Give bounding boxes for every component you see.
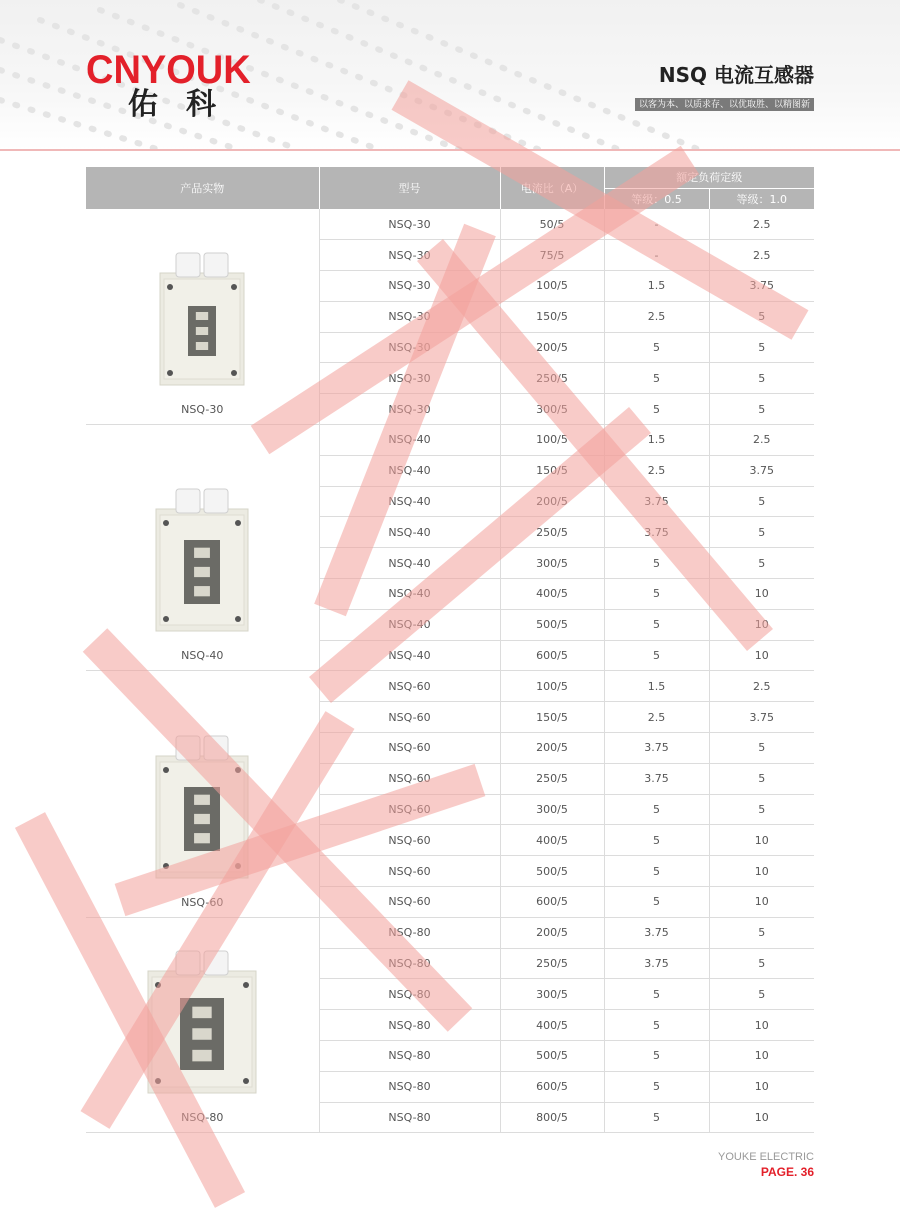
grade-10-cell: 10 xyxy=(709,856,814,887)
grade-10-cell: 2.5 xyxy=(709,209,814,240)
model-cell: NSQ-60 xyxy=(319,856,500,887)
model-cell: NSQ-30 xyxy=(319,271,500,302)
grade-10-cell: 10 xyxy=(709,825,814,856)
model-cell: NSQ-30 xyxy=(319,301,500,332)
grade-05-cell: 3.75 xyxy=(604,917,709,948)
grade-05-cell: 1.5 xyxy=(604,271,709,302)
page-title: NSQ 电流互感器 xyxy=(658,63,814,87)
spec-table xyxy=(86,167,814,1133)
product-label: NSQ-40 xyxy=(181,649,224,663)
grade-05-cell: 5 xyxy=(604,825,709,856)
model-cell: NSQ-30 xyxy=(319,240,500,271)
model-cell: NSQ-30 xyxy=(319,209,500,240)
grade-10-cell: 5 xyxy=(709,517,814,548)
grade-05-cell: 3.75 xyxy=(604,733,709,764)
grade-05-cell: 5 xyxy=(604,609,709,640)
ratio-cell: 600/5 xyxy=(500,640,604,671)
grade-10-cell: 5 xyxy=(709,763,814,794)
ratio-cell: 100/5 xyxy=(500,425,604,456)
grade-05-cell: 2.5 xyxy=(604,455,709,486)
footer-page-number: PAGE. 36 xyxy=(760,1165,814,1179)
header-model: 型号 xyxy=(319,167,500,209)
ratio-cell: 75/5 xyxy=(500,240,604,271)
model-cell: NSQ-60 xyxy=(319,825,500,856)
ratio-cell: 200/5 xyxy=(500,486,604,517)
ratio-cell: 300/5 xyxy=(500,548,604,579)
grade-05-cell: 5 xyxy=(604,1041,709,1072)
ratio-cell: 150/5 xyxy=(500,702,604,733)
grade-10-cell: 10 xyxy=(709,1041,814,1072)
ratio-cell: 250/5 xyxy=(500,363,604,394)
model-cell: NSQ-40 xyxy=(319,609,500,640)
ratio-cell: 800/5 xyxy=(500,1102,604,1133)
ratio-cell: 500/5 xyxy=(500,609,604,640)
ratio-cell: 400/5 xyxy=(500,825,604,856)
grade-05-cell: 5 xyxy=(604,640,709,671)
grade-05-cell: 1.5 xyxy=(604,671,709,702)
ratio-cell: 150/5 xyxy=(500,301,604,332)
product-image xyxy=(138,947,266,1097)
grade-10-cell: 10 xyxy=(709,609,814,640)
footer-company: YOUKE ELECTRIC xyxy=(718,1151,814,1163)
ratio-cell: 300/5 xyxy=(500,979,604,1010)
model-cell: NSQ-30 xyxy=(319,332,500,363)
ratio-cell: 600/5 xyxy=(500,1071,604,1102)
model-cell: NSQ-40 xyxy=(319,486,500,517)
grade-10-cell: 10 xyxy=(709,1010,814,1041)
model-cell: NSQ-40 xyxy=(319,455,500,486)
header-grade-10: 等级：1.0 xyxy=(709,188,814,209)
product-image xyxy=(146,485,258,635)
ratio-cell: 50/5 xyxy=(500,209,604,240)
product-image xyxy=(146,732,258,882)
table-row xyxy=(86,671,814,702)
header-divider xyxy=(0,149,900,151)
product-cell xyxy=(86,425,319,671)
ratio-cell: 500/5 xyxy=(500,1041,604,1072)
grade-10-cell: 5 xyxy=(709,363,814,394)
model-cell: NSQ-60 xyxy=(319,887,500,918)
model-cell: NSQ-30 xyxy=(319,394,500,425)
ratio-cell: 200/5 xyxy=(500,332,604,363)
grade-05-cell: 5 xyxy=(604,887,709,918)
grade-10-cell: 5 xyxy=(709,733,814,764)
model-cell: NSQ-60 xyxy=(319,794,500,825)
grade-10-cell: 5 xyxy=(709,486,814,517)
model-cell: NSQ-80 xyxy=(319,1102,500,1133)
grade-10-cell: 2.5 xyxy=(709,671,814,702)
header-product: 产品实物 xyxy=(86,167,319,209)
grade-05-cell: 3.75 xyxy=(604,763,709,794)
grade-10-cell: 5 xyxy=(709,794,814,825)
grade-05-cell: 1.5 xyxy=(604,425,709,456)
ratio-cell: 300/5 xyxy=(500,794,604,825)
grade-05-cell: - xyxy=(604,240,709,271)
grade-10-cell: 10 xyxy=(709,640,814,671)
grade-10-cell: 5 xyxy=(709,301,814,332)
ratio-cell: 200/5 xyxy=(500,733,604,764)
table-body xyxy=(86,209,814,1133)
grade-10-cell: 2.5 xyxy=(709,240,814,271)
model-cell: NSQ-40 xyxy=(319,517,500,548)
grade-10-cell: 10 xyxy=(709,579,814,610)
product-label: NSQ-80 xyxy=(181,1111,224,1125)
table-row xyxy=(86,209,814,240)
grade-05-cell: 2.5 xyxy=(604,301,709,332)
slogan-badge: 以客为本、以质求存、以优取胜、以精图新 xyxy=(635,98,814,111)
ratio-cell: 200/5 xyxy=(500,917,604,948)
ratio-cell: 400/5 xyxy=(500,1010,604,1041)
model-cell: NSQ-80 xyxy=(319,1041,500,1072)
grade-05-cell: 2.5 xyxy=(604,702,709,733)
product-label: NSQ-60 xyxy=(181,895,224,909)
model-cell: NSQ-30 xyxy=(319,363,500,394)
brand-logo-cn: 佑科 xyxy=(128,87,244,122)
product-cell xyxy=(86,209,319,425)
ratio-cell: 100/5 xyxy=(500,271,604,302)
table-row xyxy=(86,425,814,456)
grade-05-cell: 5 xyxy=(604,856,709,887)
ratio-cell: 600/5 xyxy=(500,887,604,918)
product-label: NSQ-30 xyxy=(181,403,224,417)
model-cell: NSQ-40 xyxy=(319,548,500,579)
grade-05-cell: 5 xyxy=(604,363,709,394)
header-ratio: 电流比（A） xyxy=(500,167,604,209)
grade-10-cell: 10 xyxy=(709,1102,814,1133)
model-cell: NSQ-80 xyxy=(319,917,500,948)
grade-10-cell: 5 xyxy=(709,332,814,363)
grade-05-cell: 5 xyxy=(604,979,709,1010)
grade-05-cell: 3.75 xyxy=(604,486,709,517)
ratio-cell: 250/5 xyxy=(500,517,604,548)
grade-10-cell: 5 xyxy=(709,948,814,979)
grade-05-cell: 5 xyxy=(604,394,709,425)
grade-05-cell: 5 xyxy=(604,548,709,579)
grade-10-cell: 10 xyxy=(709,887,814,918)
model-cell: NSQ-40 xyxy=(319,425,500,456)
grade-10-cell: 5 xyxy=(709,548,814,579)
grade-10-cell: 3.75 xyxy=(709,455,814,486)
model-cell: NSQ-60 xyxy=(319,702,500,733)
model-cell: NSQ-40 xyxy=(319,579,500,610)
grade-05-cell: - xyxy=(604,209,709,240)
grade-10-cell: 3.75 xyxy=(709,271,814,302)
grade-05-cell: 5 xyxy=(604,332,709,363)
model-cell: NSQ-60 xyxy=(319,733,500,764)
grade-05-cell: 5 xyxy=(604,1010,709,1041)
model-cell: NSQ-80 xyxy=(319,979,500,1010)
model-cell: NSQ-40 xyxy=(319,640,500,671)
model-cell: NSQ-60 xyxy=(319,763,500,794)
grade-10-cell: 5 xyxy=(709,979,814,1010)
ratio-cell: 250/5 xyxy=(500,763,604,794)
header-grade-05: 等级：0.5 xyxy=(604,188,709,209)
ratio-cell: 400/5 xyxy=(500,579,604,610)
grade-05-cell: 3.75 xyxy=(604,948,709,979)
header-load: 额定负荷定级 xyxy=(604,167,814,188)
model-cell: NSQ-80 xyxy=(319,948,500,979)
product-cell xyxy=(86,671,319,917)
table-row xyxy=(86,917,814,948)
grade-05-cell: 5 xyxy=(604,579,709,610)
grade-05-cell: 5 xyxy=(604,794,709,825)
ratio-cell: 300/5 xyxy=(500,394,604,425)
ratio-cell: 250/5 xyxy=(500,948,604,979)
model-cell: NSQ-80 xyxy=(319,1071,500,1102)
grade-10-cell: 10 xyxy=(709,1071,814,1102)
grade-10-cell: 5 xyxy=(709,917,814,948)
ratio-cell: 500/5 xyxy=(500,856,604,887)
ratio-cell: 150/5 xyxy=(500,455,604,486)
grade-05-cell: 3.75 xyxy=(604,517,709,548)
product-cell xyxy=(86,917,319,1133)
grade-10-cell: 2.5 xyxy=(709,425,814,456)
table-header-row xyxy=(86,167,814,188)
grade-10-cell: 3.75 xyxy=(709,702,814,733)
grade-05-cell: 5 xyxy=(604,1102,709,1133)
grade-05-cell: 5 xyxy=(604,1071,709,1102)
brand-logo-en: CNYOUK xyxy=(86,48,251,92)
ratio-cell: 100/5 xyxy=(500,671,604,702)
product-image xyxy=(150,249,254,389)
model-cell: NSQ-80 xyxy=(319,1010,500,1041)
model-cell: NSQ-60 xyxy=(319,671,500,702)
grade-10-cell: 5 xyxy=(709,394,814,425)
